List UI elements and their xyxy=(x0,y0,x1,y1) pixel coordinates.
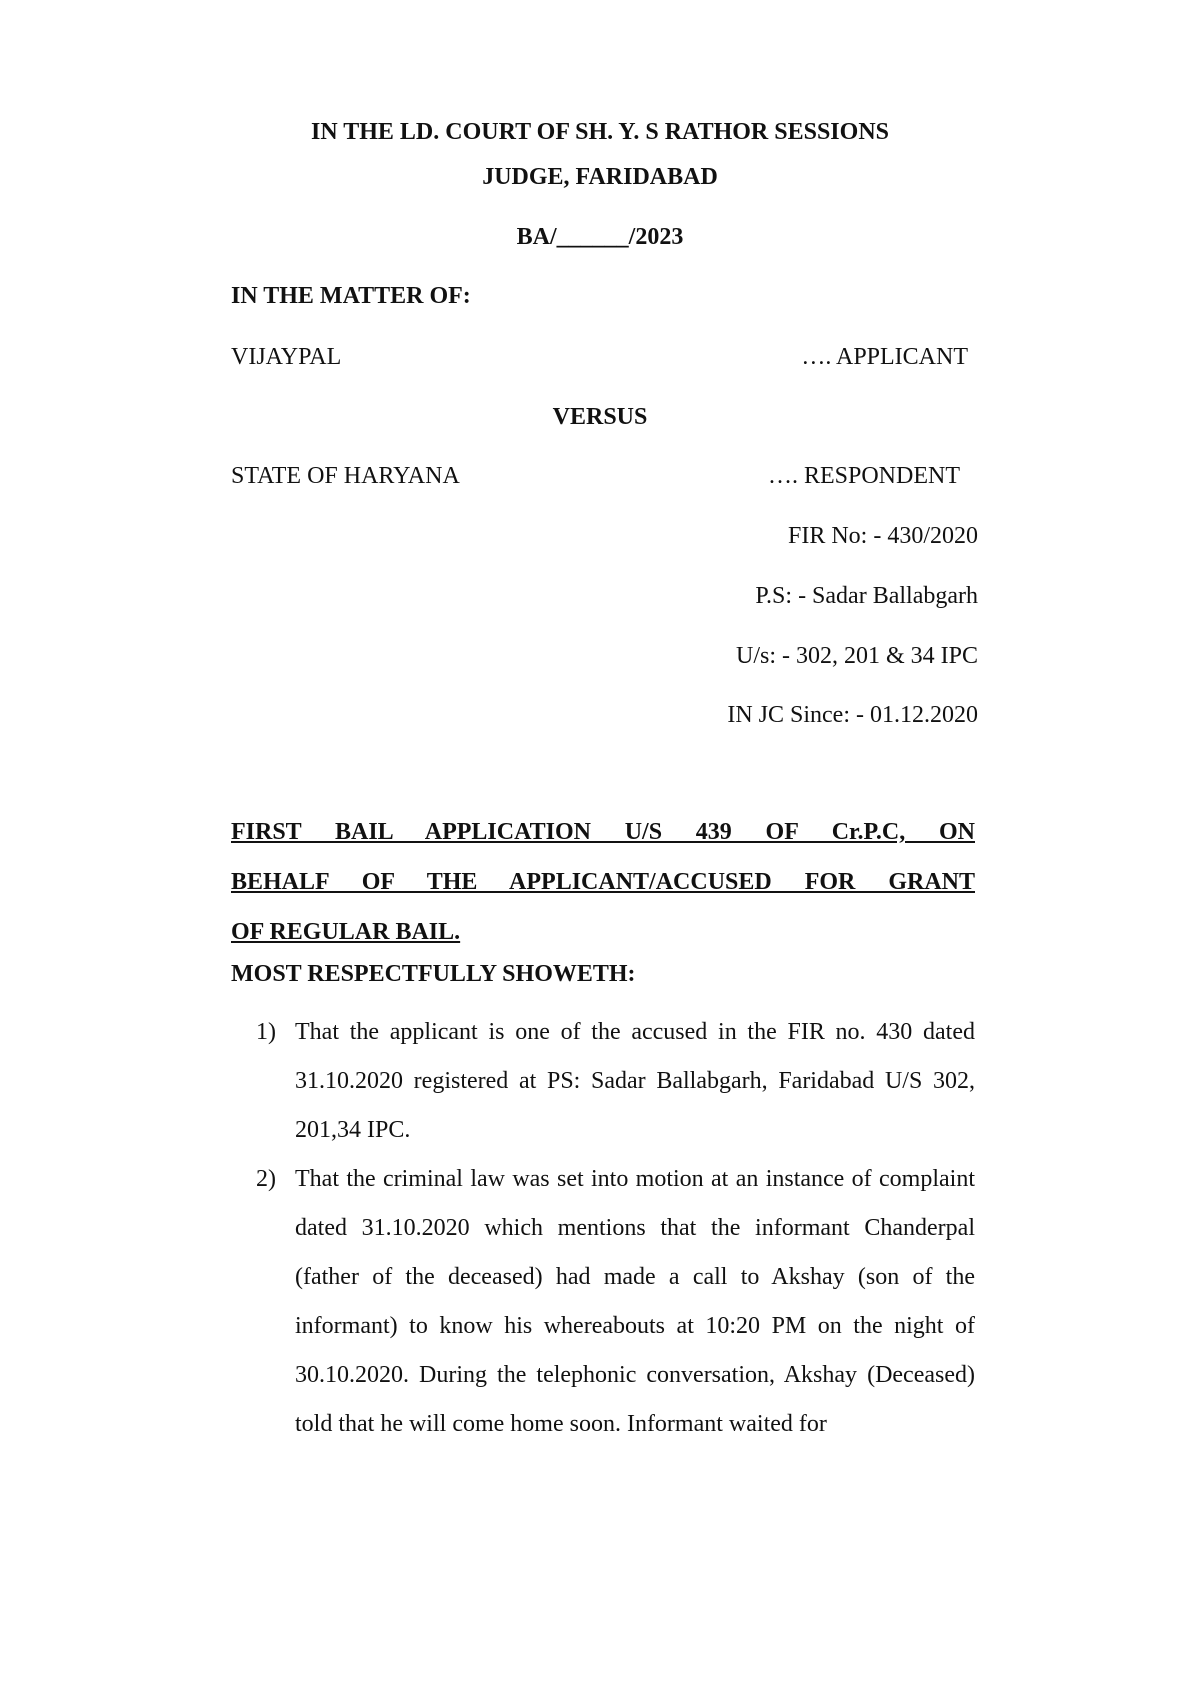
respondent-role: …. RESPONDENT xyxy=(767,463,960,489)
application-title-line-2: BEHALF OF THE APPLICANT/ACCUSED FOR GRANT xyxy=(231,869,975,895)
paragraph-list xyxy=(231,1008,975,1449)
court-heading-line-1: IN THE LD. COURT OF SH. Y. S RATHOR SESSIONS xyxy=(311,119,889,145)
paragraph-number: 1) xyxy=(256,1019,276,1045)
sections: U/s: - 302, 201 & 34 IPC xyxy=(735,643,978,669)
jc-since: IN JC Since: - 01.12.2020 xyxy=(727,702,978,728)
paragraph-text: That the applicant is one of the accused in the FIR no. 430 dated 31.10.2020 registered at PS: Sadar Ballabgarh, Faridabad U/S 302, 201,34 IPC. xyxy=(295,1019,975,1143)
applicant-role: …. APPLICANT xyxy=(801,344,968,370)
application-title-line-3: OF REGULAR BAIL. xyxy=(231,919,461,945)
list-item xyxy=(231,1155,975,1449)
showeth-heading: MOST RESPECTFULLY SHOWETH: xyxy=(231,961,636,987)
versus-label: VERSUS xyxy=(552,404,648,430)
paragraph-number: 2) xyxy=(256,1166,276,1192)
case-number: BA/______/2023 xyxy=(516,224,684,250)
paragraph-text: That the criminal law was set into motion at an instance of complaint dated 31.10.2020 which mentions that the informant Chanderpal (father of the deceased) had made a call to Akshay (son of the informant) to know his whereabouts at 10:20 PM on the night of 30.10.2020. During the telephonic conversation, Akshay (Deceased) told that he will come home soon. Informant waited for xyxy=(295,1166,975,1437)
fir-number: FIR No: - 430/2020 xyxy=(787,523,978,549)
application-title xyxy=(231,807,975,957)
applicant-name: VIJAYPAL xyxy=(231,344,342,370)
police-station: P.S: - Sadar Ballabgarh xyxy=(755,583,978,609)
in-the-matter-heading: IN THE MATTER OF: xyxy=(231,283,471,309)
list-item xyxy=(231,1008,975,1155)
application-title-line-1: FIRST BAIL APPLICATION U/S 439 OF Cr.P.C, ON xyxy=(231,819,975,845)
respondent-name: STATE OF HARYANA xyxy=(231,463,460,489)
court-heading-line-2: JUDGE, FARIDABAD xyxy=(482,164,718,190)
